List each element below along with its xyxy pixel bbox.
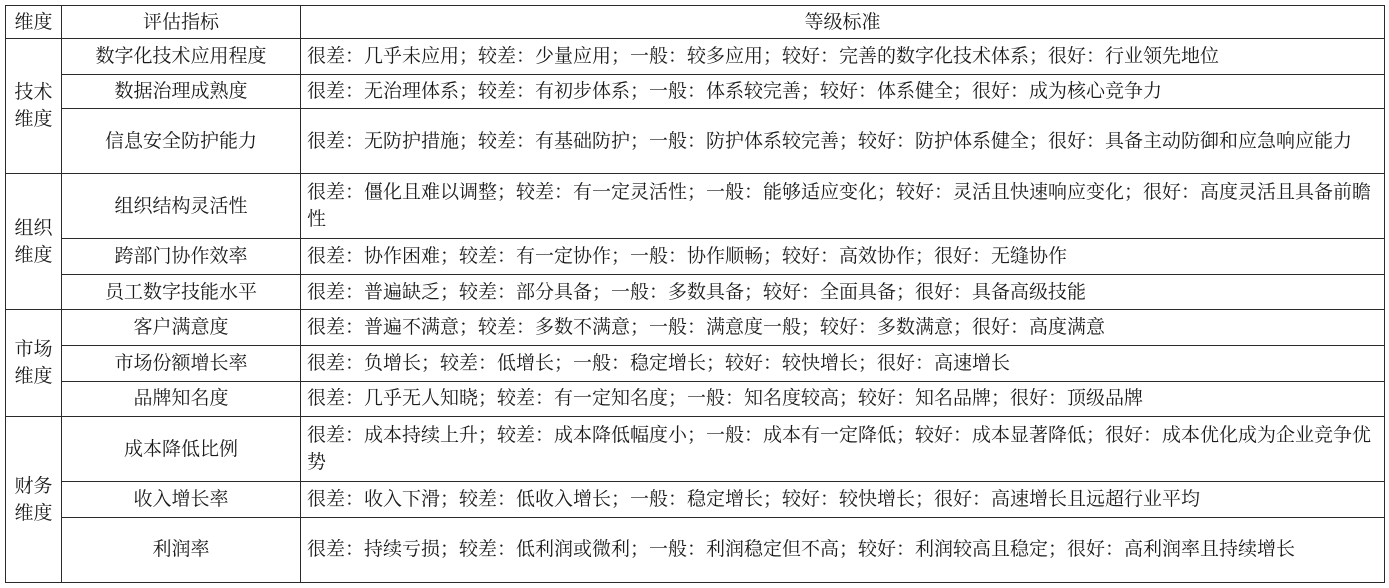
standard-cell: 很差：普遍缺乏；较差：部分具备；一般：多数具备；较好：全面具备；很好：具备高级技能 [301, 274, 1385, 310]
indicator-cell: 客户满意度 [62, 310, 301, 346]
standard-cell: 很差：普遍不满意；较差：多数不满意；一般：满意度一般；较好：多数满意；很好：高度满意 [301, 310, 1385, 346]
table-row [6, 417, 1385, 482]
indicator-cell: 数字化技术应用程度 [62, 39, 301, 75]
dimension-cell-org: 组织维度 [6, 174, 62, 310]
table-row [6, 239, 1385, 275]
dimension-cell-finance: 财务维度 [6, 417, 62, 583]
standard-cell: 很差：协作困难；较差：有一定协作；一般：协作顺畅；较好：高效协作；很好：无缝协作 [301, 239, 1385, 275]
standard-cell: 很差：成本持续上升；较差：成本降低幅度小；一般：成本有一定降低；较好：成本显著降低；很好：成本优化成为企业竞争优势 [301, 417, 1385, 482]
table-row [6, 274, 1385, 310]
indicator-cell: 利润率 [62, 517, 301, 582]
dimension-cell-market: 市场维度 [6, 310, 62, 417]
indicator-cell: 品牌知名度 [62, 381, 301, 417]
standard-cell: 很差：无防护措施；较差：有基础防护；一般：防护体系较完善；较好：防护体系健全；很好：具备主动防御和应急响应能力 [301, 109, 1385, 174]
table-row [6, 310, 1385, 346]
evaluation-table [5, 5, 1385, 583]
header-dimension: 维度 [6, 6, 62, 39]
header-standard: 等级标准 [301, 6, 1385, 39]
standard-cell: 很差：持续亏损；较差：低利润或微利；一般：利润稳定但不高；较好：利润较高且稳定；很好：高利润率且持续增长 [301, 517, 1385, 582]
indicator-cell: 成本降低比例 [62, 417, 301, 482]
standard-cell: 很差：负增长；较差：低增长；一般：稳定增长；较好：较快增长；很好：高速增长 [301, 346, 1385, 382]
table-row [6, 39, 1385, 75]
indicator-cell: 组织结构灵活性 [62, 174, 301, 239]
indicator-cell: 跨部门协作效率 [62, 239, 301, 275]
indicator-cell: 信息安全防护能力 [62, 109, 301, 174]
dimension-cell-tech: 技术维度 [6, 39, 62, 174]
table-row [6, 346, 1385, 382]
standard-cell: 很差：僵化且难以调整；较差：有一定灵活性；一般：能够适应变化；较好：灵活且快速响应变化；很好：高度灵活且具备前瞻性 [301, 174, 1385, 239]
indicator-cell: 市场份额增长率 [62, 346, 301, 382]
indicator-cell: 员工数字技能水平 [62, 274, 301, 310]
table-row [6, 482, 1385, 518]
indicator-cell: 数据治理成熟度 [62, 74, 301, 109]
standard-cell: 很差：无治理体系；较差：有初步体系；一般：体系较完善；较好：体系健全；很好：成为核心竞争力 [301, 74, 1385, 109]
table-row [6, 109, 1385, 174]
table-row [6, 381, 1385, 417]
standard-cell: 很差：几乎未应用；较差：少量应用；一般：较多应用；较好：完善的数字化技术体系；很好：行业领先地位 [301, 39, 1385, 75]
header-indicator: 评估指标 [62, 6, 301, 39]
standard-cell: 很差：收入下滑；较差：低收入增长；一般：稳定增长；较好：较快增长；很好：高速增长且远超行业平均 [301, 482, 1385, 518]
table-row [6, 517, 1385, 582]
table-row [6, 74, 1385, 109]
indicator-cell: 收入增长率 [62, 482, 301, 518]
table-row [6, 174, 1385, 239]
standard-cell: 很差：几乎无人知晓；较差：有一定知名度；一般：知名度较高；较好：知名品牌；很好：顶级品牌 [301, 381, 1385, 417]
header-row [6, 6, 1385, 39]
